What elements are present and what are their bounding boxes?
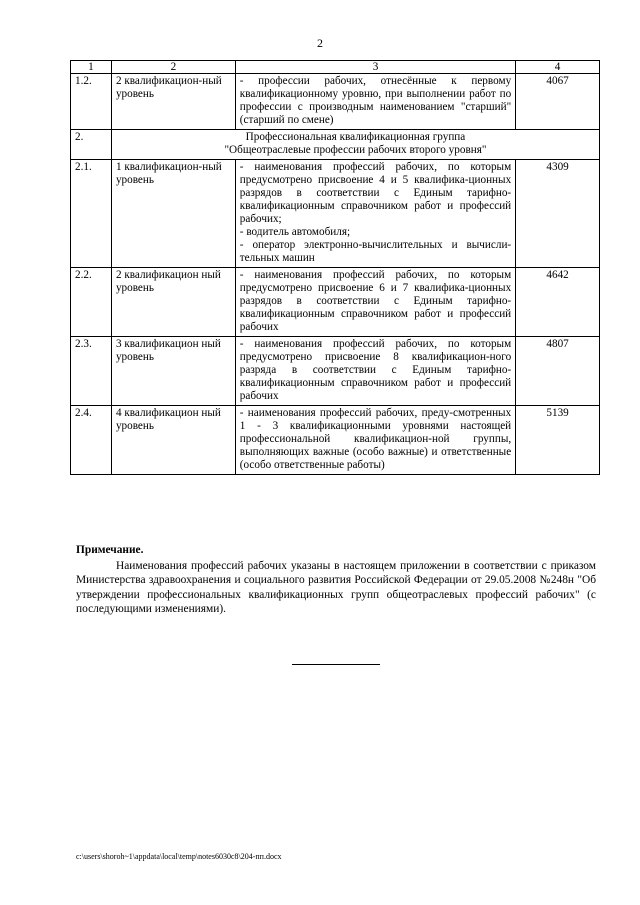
table-row [71,406,600,475]
qualification-level-cell: 3 квалификацион ный уровень [111,337,235,406]
page-number: 2 [317,36,323,50]
value-cell: 4309 [516,160,600,268]
row-number-cell: 2.3. [71,337,112,406]
description-item: - наименования профессий рабочих, по которым предусмотрено присвоение 8 квалификацион-ного разряда в соответствии с Единым тарифно-квалификационным справочником работ и профессий рабочих [239,338,512,402]
note-title: Примечание. [76,544,144,556]
table-header-row [71,61,600,74]
description-item: - водитель автомобиля; [239,226,351,238]
row-number-cell: 2. [71,130,112,160]
table-row [71,268,600,337]
description-item: - наименования профессий рабочих, по которым предусмотрено присвоение 6 и 7 квалифика-ционных разрядов в соответствии с Единым тарифно-квалификационным справочником работ и профессий рабочих [239,269,512,333]
table-row [71,74,600,130]
description-item: - профессии рабочих, отнесённые к первому квалификационному уровню, при выполнении работ по профессии с производным наименованием "старший" (старший по смене) [239,75,512,126]
closing-rule [292,664,380,665]
value-cell: 5139 [516,406,600,475]
group-title-cell [111,130,599,160]
profession-description-cell [235,268,515,337]
profession-description-cell [235,160,515,268]
header-cell-4: 4 [516,61,600,74]
value-cell: 4642 [516,268,600,337]
description-item: - наименования профессий рабочих, по которым предусмотрено присвоение 4 и 5 квалифика-ционных разрядов в соответствии с Единым тарифно-квалификационным справочником работ и профессий рабочих; [239,161,512,225]
row-number-cell: 2.4. [71,406,112,475]
qualification-table [70,60,600,475]
table-row [71,130,600,160]
qualification-level-cell: 2 квалификацион ный уровень [111,268,235,337]
header-cell-3: 3 [235,61,515,74]
description-item: - оператор электронно-вычислительных и вычисли-тельных машин [239,239,512,264]
header-cell-2: 2 [111,61,235,74]
qualification-level-cell: 2 квалификацион-ный уровень [111,74,235,130]
profession-description-cell [235,406,515,475]
footer-file-path: c:\users\shoroh~1\appdata\local\temp\notes6030c8\204-пп.docx [76,852,282,861]
row-number-cell: 2.1. [71,160,112,268]
group-title-line: Профессиональная квалификационная группа [245,131,466,143]
row-number-cell: 1.2. [71,74,112,130]
qualification-level-cell: 4 квалификацион ный уровень [111,406,235,475]
value-cell: 4067 [516,74,600,130]
qualification-level-cell: 1 квалификацион-ный уровень [111,160,235,268]
description-item: - наименования профессий рабочих, преду-смотренных 1 - 3 квалификационными уровнями настоящей профессиональной квалификацион-ной группы, выполняющих важные (особо важные) и ответственные (особо ответственные работы) [239,407,512,471]
row-number-cell: 2.2. [71,268,112,337]
table-body [71,61,600,475]
table-row [71,337,600,406]
profession-description-cell [235,74,515,130]
profession-description-cell [235,337,515,406]
table-row [71,160,600,268]
value-cell: 4807 [516,337,600,406]
header-cell-1: 1 [71,61,112,74]
group-title-line: "Общеотраслевые профессии рабочих второго уровня" [224,144,487,156]
note-text: Наименования профессий рабочих указаны в настоящем приложении в соответствии с приказом Министерства здравоохранения и социального развития Российской Федерации от 29.05.2008 №248н "Об утверждении профессиональных квалификационных групп общеотраслевых профессий рабочих" (с последующими изменениями). [76,559,596,616]
note-block [76,543,596,617]
